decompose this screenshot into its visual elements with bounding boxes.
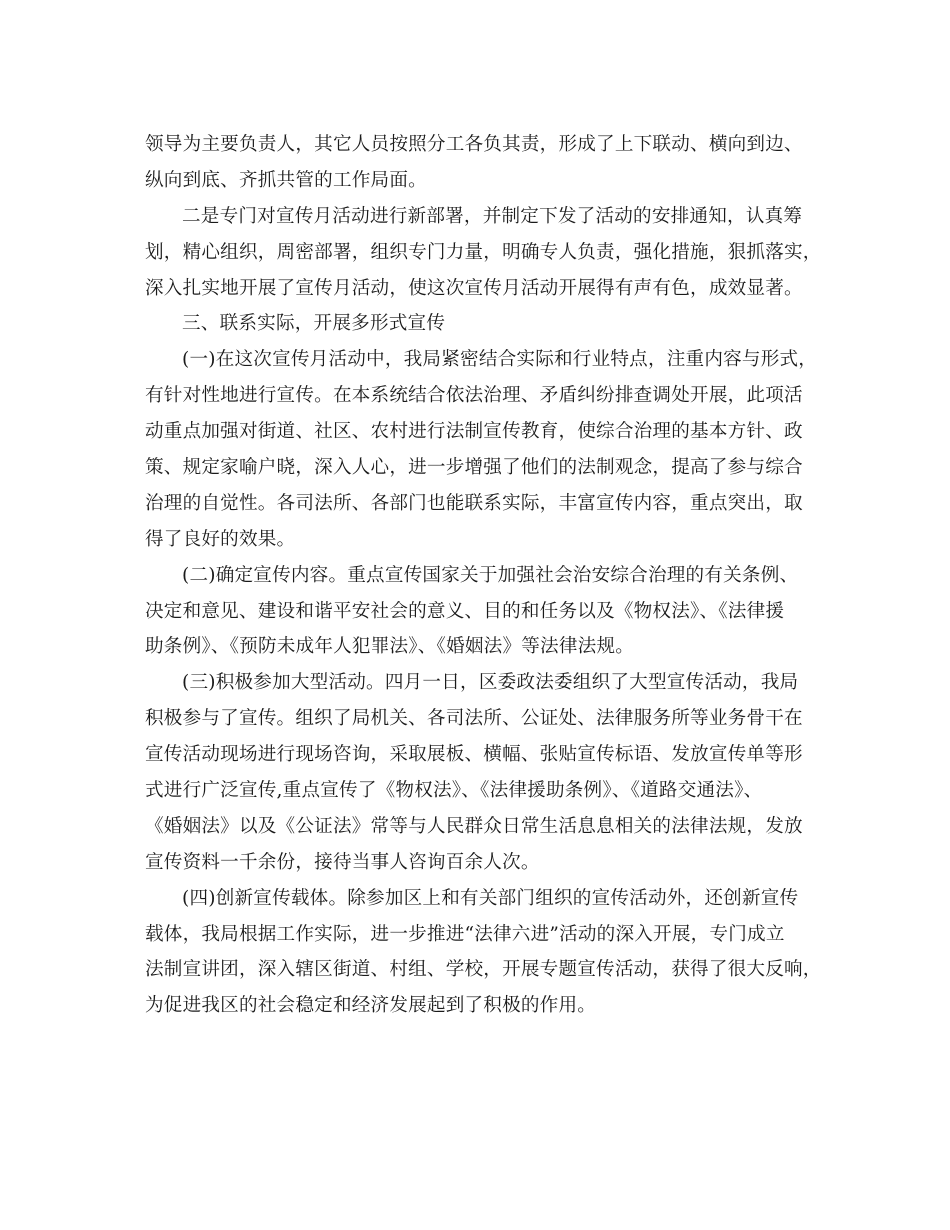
text-line: 治理的自觉性。各司法所、各部门也能联系实际，丰富宣传内容，重点突出，取 bbox=[145, 492, 803, 514]
text-line: 载体，我局根据工作实际，进一步推进“法律六进”活动的深入开展，专门成立 bbox=[145, 923, 785, 945]
text-line: 三、联系实际，开展多形式宣传 bbox=[182, 313, 446, 335]
text-line: 为促进我区的社会稳定和经济发展起到了积极的作用。 bbox=[145, 995, 597, 1017]
text-line: 策、规定家喻户晓，深入人心，进一步增强了他们的法制观念，提高了参与综合 bbox=[145, 457, 803, 479]
paragraph bbox=[145, 199, 822, 307]
text-line: 得了良好的效果。 bbox=[145, 528, 296, 550]
paragraph bbox=[145, 342, 818, 557]
text-line: 《婚姻法》以及《公证法》常等与人民群众日常生活息息相关的法律法规，发放 bbox=[145, 815, 803, 837]
text-line: (三)积极参加大型活动。四月一日，区委政法委组织了大型宣传活动，我局 bbox=[182, 672, 799, 694]
text-line: 二是专门对宣传月活动进行新部署，并制定下发了活动的安排通知，认真筹 bbox=[182, 205, 803, 227]
paragraph bbox=[145, 127, 810, 199]
text-line: 决定和意见、建设和谐平安社会的意义、目的和任务以及《物权法》、《法律援 bbox=[145, 600, 785, 622]
text-line: 宣传活动现场进行现场咨询，采取展板、横幅、张贴宣传标语、发放宣传单等形 bbox=[145, 744, 803, 766]
text-line: 纵向到底、齐抓共管的工作局面。 bbox=[145, 169, 427, 191]
text-line: 动重点加强对街道、社区、农村进行法制宣传教育，使综合治理的基本方针、政 bbox=[145, 421, 803, 443]
paragraph bbox=[145, 665, 810, 880]
paragraph bbox=[145, 881, 822, 1025]
text-line: (二)确定宣传内容。重点宣传国家关于加强社会治安综合治理的有关条例、 bbox=[182, 564, 799, 586]
text-line: 领导为主要负责人，其它人员按照分工各负其责，形成了上下联动、横向到边、 bbox=[145, 134, 803, 155]
text-line: 法制宣讲团，深入辖区街道、村组、学校，开展专题宣传活动，获得了很大反响， bbox=[145, 959, 822, 981]
text-line: 式进行广泛宣传,重点宣传了《物权法》、《法律援助条例》、《道路交通法》、 bbox=[145, 780, 763, 802]
paragraph bbox=[145, 306, 810, 342]
text-line: 有针对性地进行宣传。在本系统结合依法治理、矛盾纠纷排查调处开展，此项活 bbox=[145, 385, 803, 407]
text-line: (四)创新宣传载体。除参加区上和有关部门组织的宣传活动外，还创新宣传 bbox=[182, 887, 799, 909]
text-line: 助条例》、《预防未成年人犯罪法》、《婚姻法》等法律法规。 bbox=[145, 636, 635, 658]
text-line: (一)在这次宣传月活动中，我局紧密结合实际和行业特点，注重内容与形式， bbox=[182, 349, 818, 371]
text-line: 深入扎实地开展了宣传月活动，使这次宣传月活动开展得有声有色，成效显著。 bbox=[145, 277, 803, 299]
text-line: 积极参与了宣传。组织了局机关、各司法所、公证处、法律服务所等业务骨干在 bbox=[145, 708, 803, 730]
text-line: 划，精心组织，周密部署，组织专门力量，明确专人负责，强化措施，狠抓落实， bbox=[145, 241, 822, 263]
text-line: 宣传资料一千余份，接待当事人咨询百余人次。 bbox=[145, 851, 540, 873]
paragraph bbox=[145, 558, 810, 666]
document-body bbox=[145, 127, 822, 1024]
